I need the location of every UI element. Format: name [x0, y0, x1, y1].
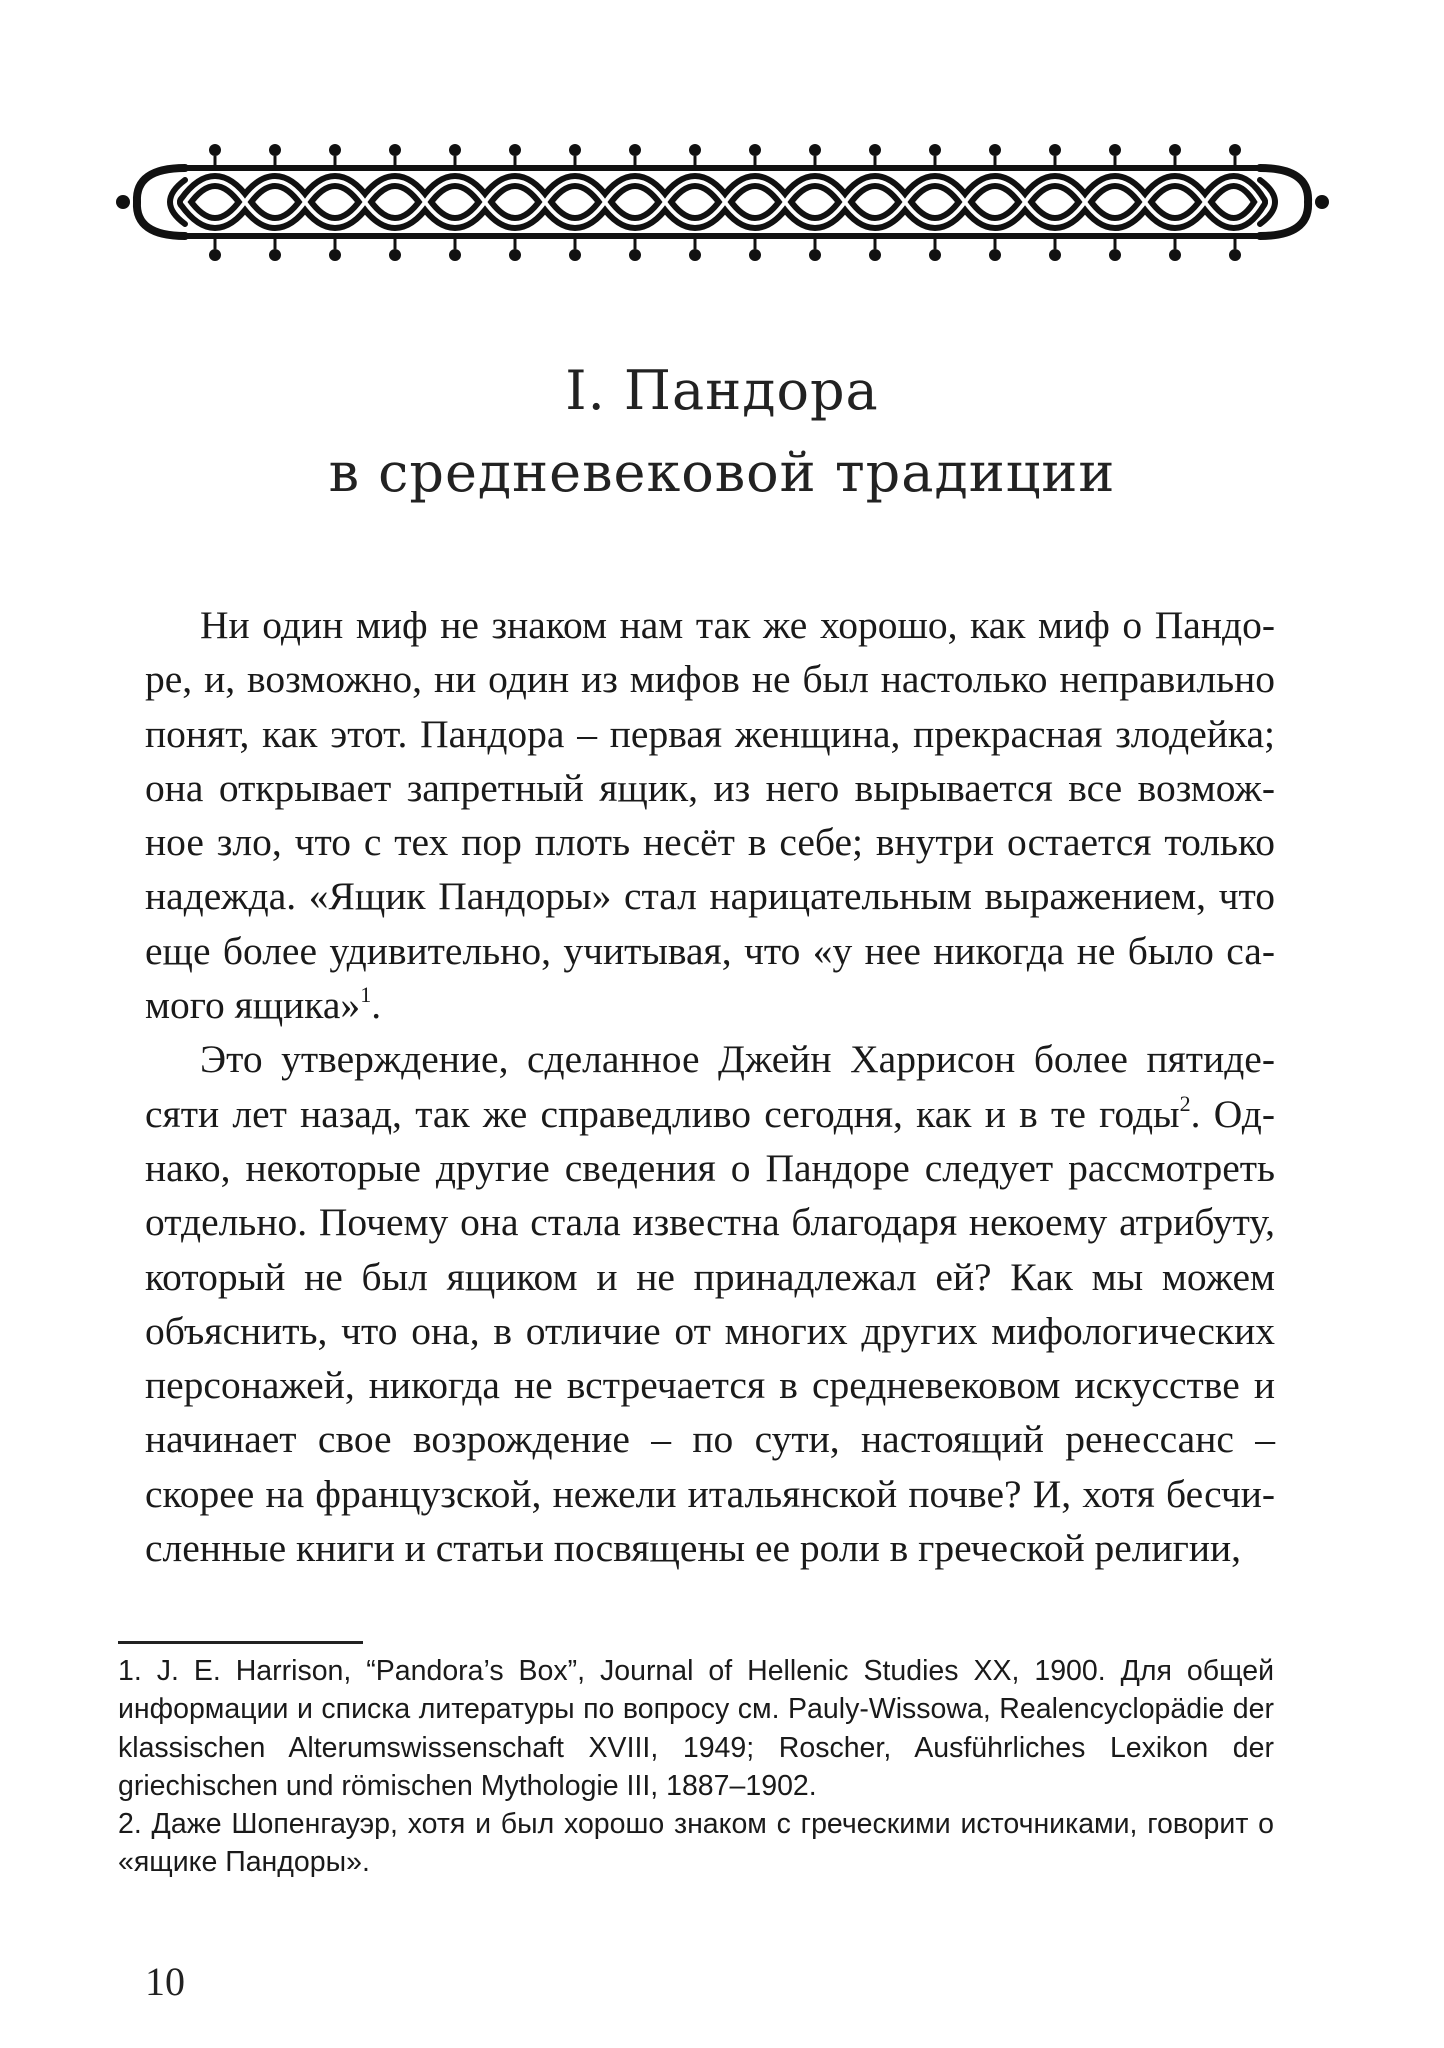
footnotes — [118, 1652, 1274, 1882]
chapter-title-line-2: в средневековой традиции — [328, 441, 1116, 504]
footnote-separator — [118, 1641, 363, 1644]
page-number: 10 — [145, 1959, 185, 2004]
paragraph — [145, 1032, 1275, 1575]
decorative-ornament — [115, 140, 1330, 265]
paragraph-text: Ни один миф не знаком нам так же хорошо, как миф о Пандоре, и, возможно, ни один из мифов не был настолько неправильно понят, как этот. Пандора – первая женщина, прекрасная злодейка; она открывает запретный ящик, из него вырывается все возможное зло, что с тех пор плоть несёт в себе; внутри остается только надежда. «Ящик Пандоры» стал нарицательным выражением, что еще более удивительно, учитывая, что «у нее никогда не было самого ящика» — [145, 603, 1275, 1028]
paragraph-text-end: . Однако, некоторые другие сведения о Пандоре следует рассмотреть отдельно. Почему она стала известна благодаря некоему атрибуту, который не был ящиком и не принадлежал ей? Как мы можем объяснить, что она, в отличие от многих других мифологических персонажей, никогда не встречается в средневековом искусстве и начинает свое возрождение – по сути, настоящий ренессанс – скорее на французской, нежели итальянской почве? И, хотя бесчисленные книги и статьи посвящены ее роли в греческой религии, — [145, 1091, 1275, 1571]
body-text — [145, 598, 1275, 1575]
footnote: 1. J. E. Harrison, “Pandora’s Box”, Journal of Hellenic Studies XX, 1900. Для общей информации и списка литературы по вопросу см. Pauly-Wissowa, Realencyclopädie der klassischen Alterumswissenschaft XVIII, 1949; Roscher, Ausführliches Lexikon der griechischen und römischen Mythologie III, 1887–1902. — [118, 1655, 1274, 1802]
chapter-title — [0, 350, 1444, 514]
paragraph — [145, 598, 1275, 1032]
footnote: 2. Даже Шопенгауэр, хотя и был хорошо знаком с греческими источниками, говорит о «ящике Пандоры». — [118, 1808, 1274, 1879]
chapter-title-line-1: I. Пандора — [565, 359, 879, 422]
paragraph-text: Это утверждение, сделанное Джейн Харрисон более пятидесяти лет назад, так же справедливо сегодня, как и в те годы — [145, 1037, 1275, 1136]
footnote-reference: 2 — [1179, 1090, 1191, 1116]
footnote-reference: 1 — [360, 982, 372, 1008]
paragraph-text-end: . — [371, 983, 382, 1028]
